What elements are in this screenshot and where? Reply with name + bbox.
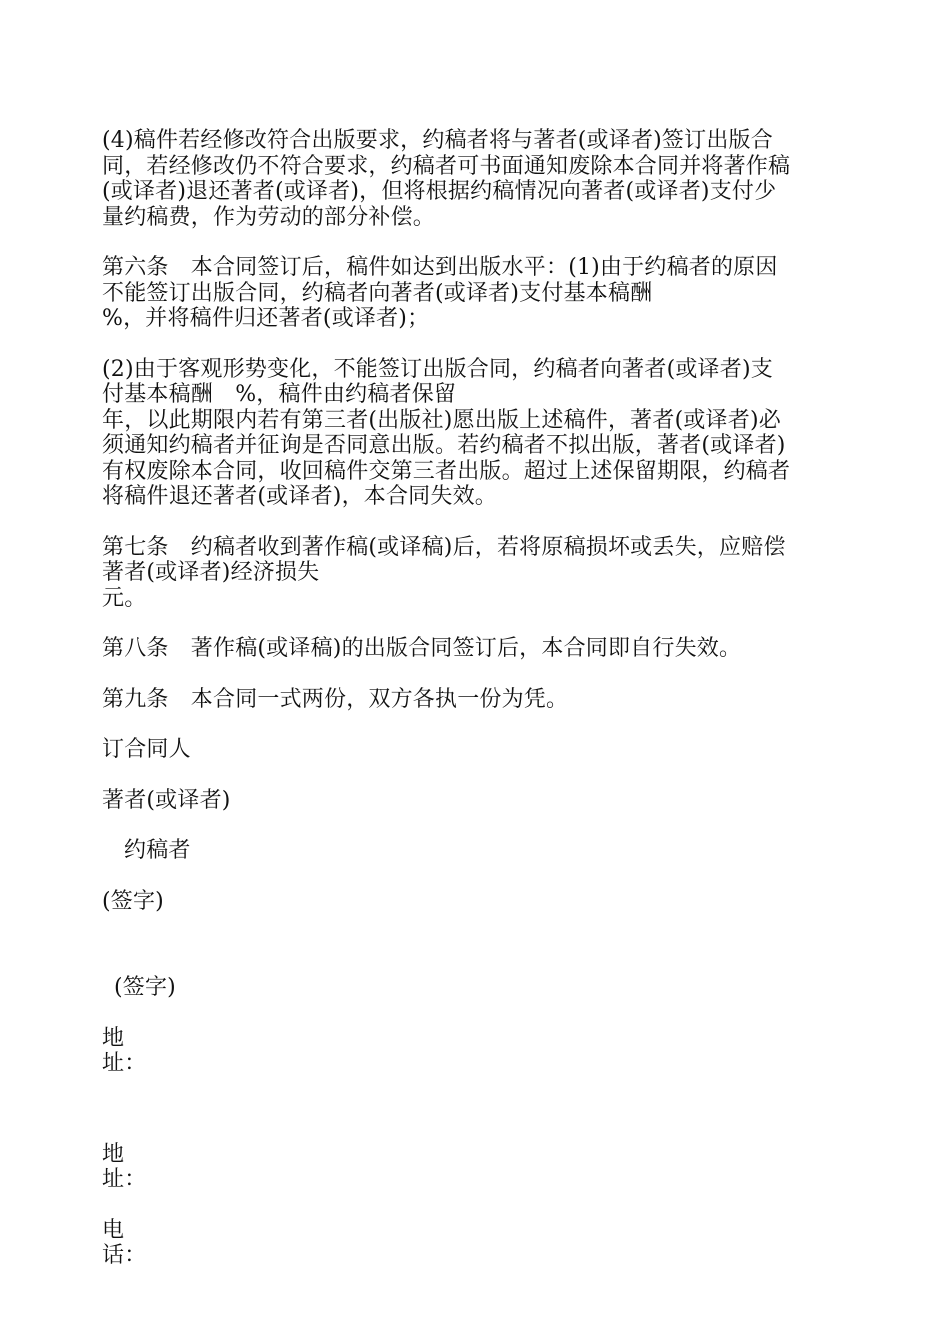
text-line: 量约稿费，作为劳动的部分补偿。 [102, 204, 436, 230]
blank-space [102, 939, 854, 975]
text-line: 第九条 本合同一式两份，双方各执一份为凭。 [102, 686, 569, 712]
author-label: 著者(或译者) [102, 787, 231, 813]
solicitor-label: 约稿者 [124, 838, 191, 863]
text-line: (2)由于客观形势变化，不能签订出版合同，约稿者向著者(或译者)支 [102, 356, 773, 382]
text-line: 元。 [102, 585, 147, 611]
text-line: 年，以此期限内若有第三者(出版社)愿出版上述稿件，著者(或译者)必 [102, 407, 781, 433]
address-field-solicitor: 地 址： [102, 1141, 147, 1192]
text-line: 第七条 约稿者收到著作稿(或译稿)后，若将原稿损坏或丢失，应赔偿 [102, 534, 786, 560]
signature-label-solicitor: (签字) [114, 975, 176, 1000]
text-line: 著者(或译者)经济损失 [102, 560, 320, 585]
text-line: 付基本稿酬 %，稿件由约稿者保留 [102, 382, 457, 407]
text-line: 不能签订出版合同，约稿者向著者(或译者)支付基本稿酬 [102, 280, 653, 306]
clause-9-paragraph [102, 687, 854, 713]
text-line: 须通知约稿者并征询是否同意出版。若约稿者不拟出版，著者(或译者) [102, 433, 786, 458]
text-line: (4)稿件若经修改符合出版要求，约稿者将与著者(或译者)签订出版合 [102, 128, 773, 153]
text-line: 将稿件退还著者(或译者)，本合同失效。 [102, 484, 497, 509]
clause-6-2-paragraph [102, 357, 854, 510]
clause-5-4-paragraph [102, 128, 854, 230]
signature-label-author: (签字) [102, 888, 164, 914]
address-field-author: 地 址： [102, 1025, 147, 1076]
text-line: (或译者)退还著者(或译者)，但将根据约稿情况向著者(或译者)支付少 [102, 179, 777, 204]
text-line: 第六条 本合同签订后，稿件如达到出版水平：(1)由于约稿者的原因 [102, 255, 778, 280]
clause-8-paragraph [102, 636, 854, 662]
text-line: 有权废除本合同，收回稿件交第三者出版。超过上述保留期限，约稿者 [102, 458, 791, 484]
clause-7-paragraph [102, 535, 854, 612]
contract-party-label: 订合同人 [102, 737, 191, 762]
text-line: 同，若经修改仍不符合要求，约稿者可书面通知废除本合同并将著作稿 [102, 153, 791, 179]
phone-field: 电 话： [102, 1217, 147, 1268]
text-line: %，并将稿件归还著者(或译者)； [102, 306, 430, 331]
text-line: 第八条 著作稿(或译稿)的出版合同签订后，本合同即自行失效。 [102, 636, 742, 661]
document-content [102, 128, 854, 1294]
clause-6-paragraph [102, 255, 854, 332]
blank-space [102, 1102, 854, 1142]
